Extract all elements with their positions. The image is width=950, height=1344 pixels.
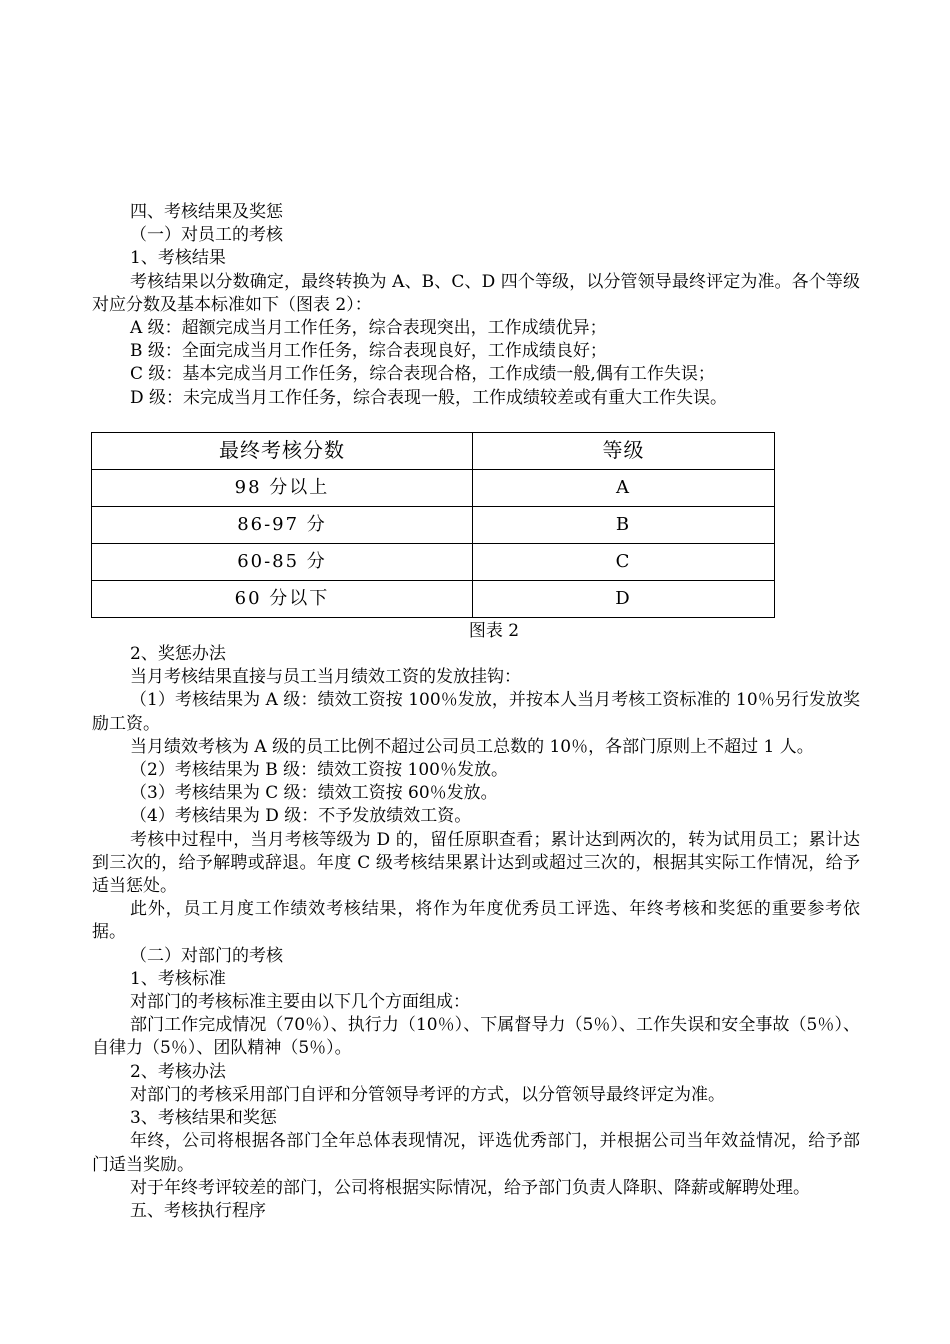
rewards-p4: （2）考核结果为 B 级：绩效工资按 100％发放。: [130, 760, 508, 781]
item-dept-result: 3、考核结果和奖惩: [130, 1108, 277, 1129]
header-score: 最终考核分数: [92, 432, 473, 469]
document-page: [92, 201, 860, 1223]
cell-grade: D: [473, 580, 775, 617]
grade-c-desc: C 级：基本完成当月工作任务，综合表现合格，工作成绩一般,偶有工作失误；: [130, 364, 715, 385]
item-assessment-result: 1、考核结果: [130, 248, 226, 269]
cell-score: 86-97 分: [92, 506, 473, 543]
grade-a-desc: A 级：超额完成当月工作任务，综合表现突出，工作成绩优异；: [130, 318, 607, 339]
section-heading-4: 四、考核结果及奖惩: [130, 202, 283, 222]
cell-grade: B: [473, 506, 775, 543]
section-heading-5: 五、考核执行程序: [130, 1200, 266, 1221]
item-dept-method: 2、考核办法: [130, 1061, 226, 1082]
table-row: [92, 506, 775, 543]
table-header-row: [92, 432, 775, 469]
rewards-p2: （1）考核结果为 A 级：绩效工资按 100％发放，并按本人当月考核工资标准的 10％另行发放奖励工资。: [92, 690, 860, 734]
dept-p3: 对部门的考核采用部门自评和分管领导考评的方式，以分管领导最终评定为准。: [130, 1084, 725, 1105]
subsection-employee: （一）对员工的考核: [130, 225, 283, 246]
item-rewards: 2、奖惩办法: [130, 644, 226, 665]
intro-paragraph: 考核结果以分数确定，最终转换为 A、B、C、D 四个等级，以分管领导最终评定为准。各个等级对应分数及基本标准如下（图表 2）：: [92, 271, 860, 315]
cell-grade: A: [473, 469, 775, 506]
dept-p4: 年终，公司将根据各部门全年总体表现情况，评选优秀部门，并根据公司当年效益情况，给予部门适当奖励。: [92, 1131, 860, 1175]
rewards-p1: 当月考核结果直接与员工当月绩效工资的发放挂钩：: [130, 667, 521, 688]
rewards-p8: 此外，员工月度工作绩效考核结果，将作为年度优秀员工评选、年终考核和奖惩的重要参考依据。: [92, 899, 860, 943]
cell-score: 60-85 分: [92, 543, 473, 580]
table-row: [92, 543, 775, 580]
header-grade: 等级: [473, 432, 775, 469]
item-dept-standard: 1、考核标准: [130, 968, 226, 989]
table-caption: 图表 2: [468, 620, 520, 641]
dept-p1: 对部门的考核标准主要由以下几个方面组成：: [130, 992, 470, 1013]
grade-d-desc: D 级：未完成当月工作任务，综合表现一般，工作成绩较差或有重大工作失误。: [130, 387, 728, 408]
dept-p2: 部门工作完成情况（70％）、执行力（10％）、下属督导力（5％）、工作失误和安全事故（5％）、自律力（5％）、团队精神（5％）。: [92, 1015, 860, 1059]
grade-table: [91, 432, 775, 618]
cell-score: 98 分以上: [92, 469, 473, 506]
dept-p5: 对于年终考评较差的部门，公司将根据实际情况，给予部门负责人降职、降薪或解聘处理。: [130, 1177, 810, 1198]
rewards-p7: 考核中过程中，当月考核等级为 D 的，留任原职查看；累计达到两次的，转为试用员工；累计达到三次的，给予解聘或辞退。年度 C 级考核结果累计达到或超过三次的，根据其实际工作情况，给予适当惩处。: [92, 829, 860, 897]
table-row: [92, 580, 775, 617]
cell-grade: C: [473, 543, 775, 580]
rewards-p5: （3）考核结果为 C 级：绩效工资按 60％发放。: [130, 783, 498, 804]
grade-b-desc: B 级：全面完成当月工作任务，综合表现良好，工作成绩良好；: [130, 341, 607, 362]
cell-score: 60 分以下: [92, 580, 473, 617]
subsection-department: （二）对部门的考核: [130, 945, 283, 966]
rewards-p3: 当月绩效考核为 A 级的员工比例不超过公司员工总数的 10％，各部门原则上不超过 1 人。: [130, 736, 814, 757]
table-row: [92, 469, 775, 506]
rewards-p6: （4）考核结果为 D 级：不予发放绩效工资。: [130, 806, 472, 827]
